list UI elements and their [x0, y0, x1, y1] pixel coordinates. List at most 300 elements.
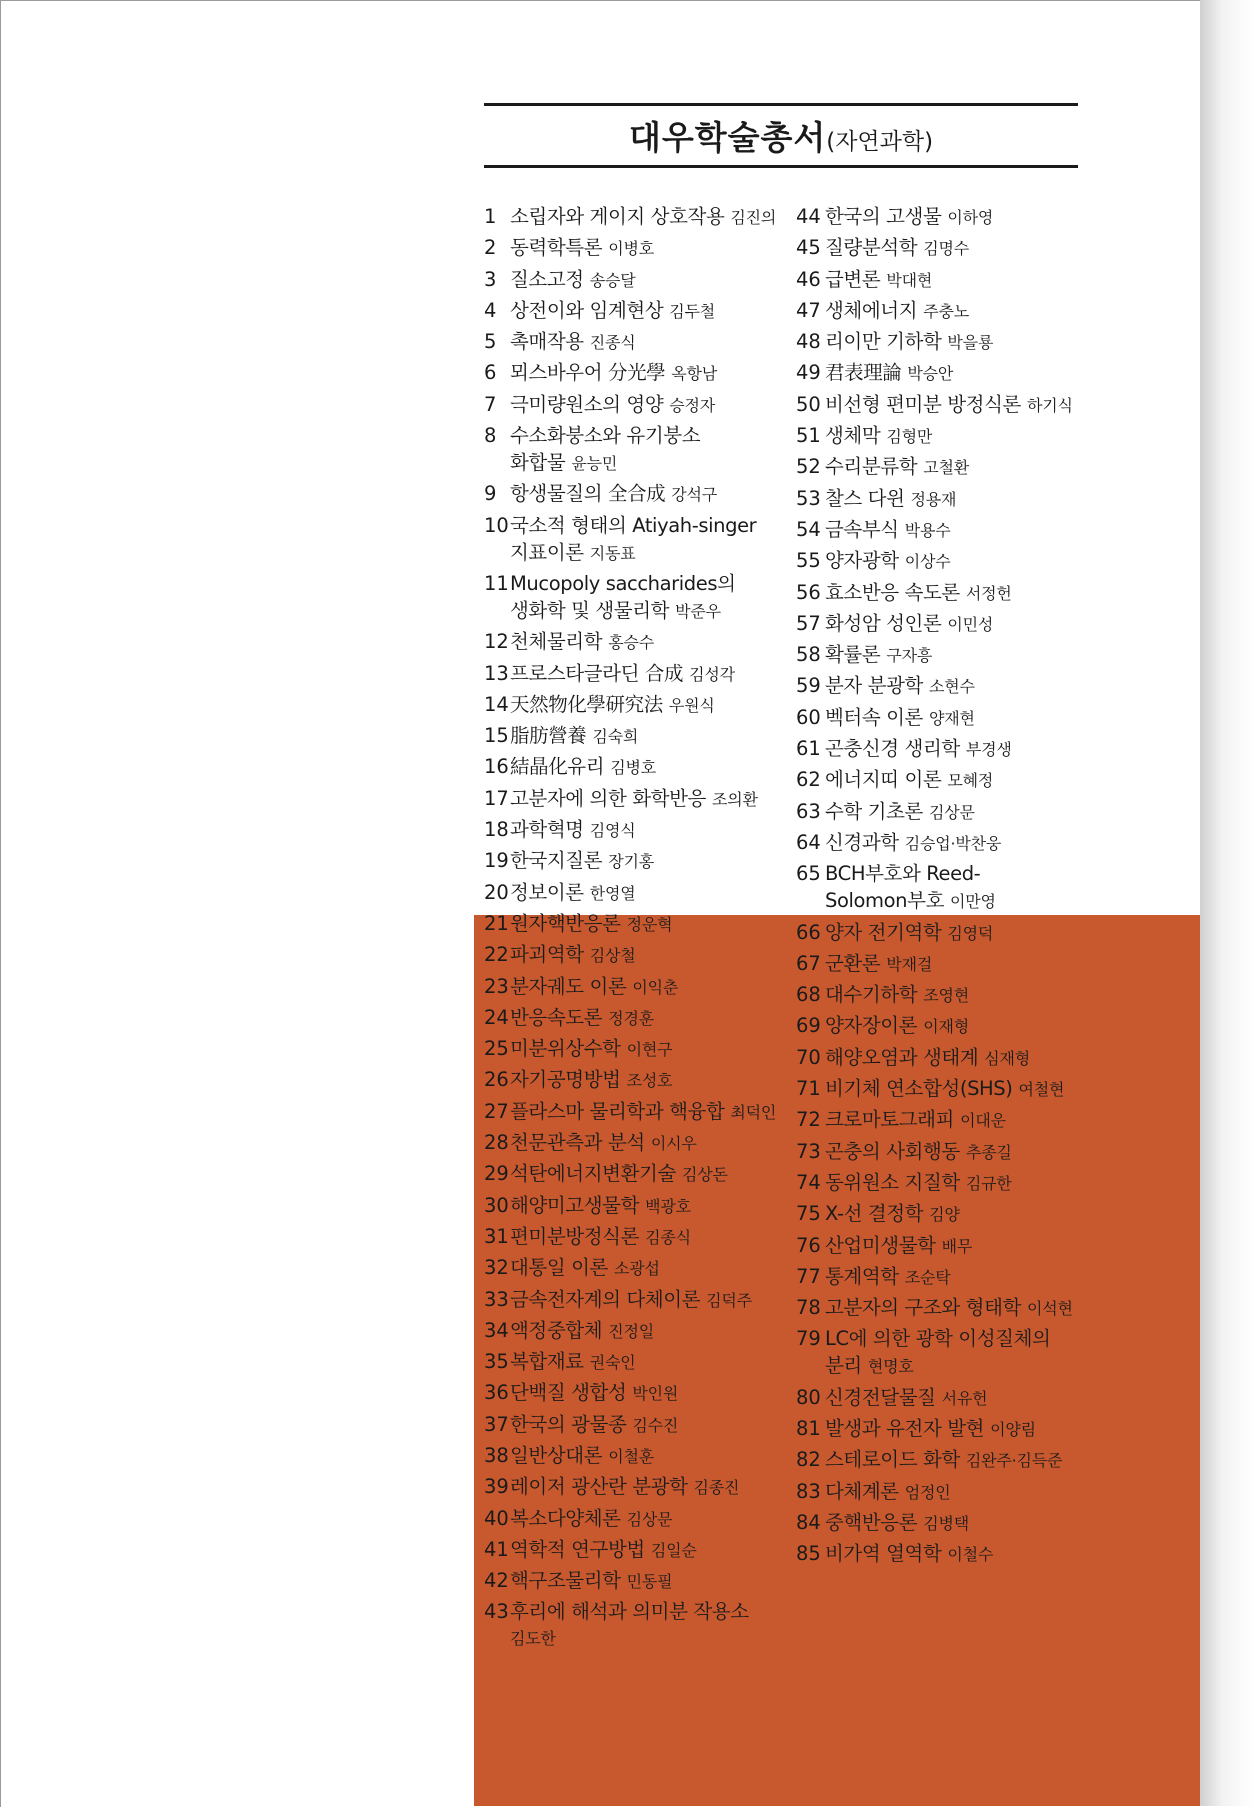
book-author: 현명호 [867, 1357, 914, 1377]
book-title [825, 1415, 1086, 1443]
book-entry [796, 766, 1086, 794]
book-number: 72 [796, 1108, 821, 1132]
book-author: 심재형 [984, 1048, 1031, 1068]
book-entry [796, 1232, 1086, 1260]
book-number: 36 [484, 1381, 509, 1405]
book-title-text: 파괴역학 [510, 943, 584, 967]
book-title [510, 1254, 784, 1282]
book-entry [796, 579, 1086, 607]
book-entry [484, 722, 784, 750]
book-author: 김일순 [650, 1540, 697, 1560]
book-title-text: 해양미고생물학 [510, 1193, 640, 1217]
series-title-sub: (자연과학) [826, 129, 934, 155]
book-number: 25 [484, 1037, 509, 1061]
book-entry [484, 1286, 784, 1314]
book-title-text: 結晶化유리 [510, 755, 605, 779]
book-author: 이민성 [947, 614, 994, 634]
book-entry [484, 1317, 784, 1345]
book-title-text: 발생과 유전자 발현 [825, 1416, 985, 1440]
book-title [825, 1106, 1086, 1134]
book-title-text: 극미량원소의 영양 [510, 392, 664, 416]
book-entry [796, 328, 1086, 356]
book-title-text: 원자핵반응론 [510, 911, 621, 935]
book-title-text: 곤충의 사회행동 [825, 1139, 960, 1163]
book-entry [484, 847, 784, 875]
book-author: 정경훈 [608, 1008, 654, 1028]
book-title [510, 753, 784, 781]
book-entry [796, 422, 1086, 450]
book-title-text: 석탄에너지변환기술 [510, 1162, 676, 1186]
book-title-text: 핵구조물리학 [510, 1569, 621, 1593]
book-author: 부경생 [965, 740, 1012, 760]
book-entry [796, 266, 1086, 294]
book-title-text: 분자궤도 이론 [510, 974, 627, 998]
book-entry [484, 816, 784, 844]
book-author: 박대현 [886, 270, 933, 290]
book-title-text: 생체막 [825, 424, 881, 448]
book-author: 고철환 [923, 458, 969, 478]
book-author: 김양 [929, 1205, 960, 1225]
book-number: 37 [484, 1412, 509, 1436]
book-title-text: X-선 결정학 [825, 1202, 924, 1226]
book-author: 구자흥 [886, 646, 933, 666]
book-author: 김종진 [693, 1478, 740, 1498]
book-title-text: 수리분류학 [825, 455, 918, 479]
book-entry [796, 1263, 1086, 1291]
book-number: 57 [796, 611, 821, 635]
book-number: 5 [484, 330, 497, 354]
book-title [510, 1505, 784, 1533]
book-entry [484, 628, 784, 656]
book-number: 30 [484, 1193, 509, 1217]
book-author: 조순탁 [904, 1267, 951, 1287]
book-title [825, 359, 1086, 387]
book-title-line: LC에 의한 광학 이성질체의 [825, 1327, 1051, 1351]
book-author: 백광호 [645, 1196, 691, 1216]
book-title [825, 328, 1086, 356]
book-title [510, 910, 784, 938]
book-title [825, 485, 1086, 513]
book-title [825, 516, 1086, 544]
book-title [510, 422, 784, 477]
book-title-text: 반응속도론 [510, 1005, 603, 1029]
book-number: 63 [796, 799, 821, 823]
book-number: 4 [484, 298, 497, 322]
book-author: 조의환 [711, 789, 758, 809]
book-title-text: 天然物化學研究法 [510, 692, 663, 716]
book-author: 정용재 [910, 489, 957, 509]
book-title-text: 양자장이론 [825, 1014, 918, 1038]
book-title [510, 1066, 784, 1094]
book-number: 83 [796, 1479, 821, 1503]
book-title-text: 곤충신경 생리학 [825, 737, 960, 761]
book-author: 김승업·박찬웅 [904, 833, 1002, 853]
book-entry [796, 359, 1086, 387]
book-title [510, 1286, 784, 1314]
book-author: 박을룡 [947, 333, 994, 353]
book-title [510, 359, 784, 387]
book-entry [484, 660, 784, 688]
book-number: 42 [484, 1569, 509, 1593]
book-title [510, 1442, 784, 1470]
book-author: 김진의 [730, 208, 777, 227]
book-title-text: 과학혁명 [510, 818, 584, 842]
book-number: 9 [484, 482, 497, 506]
book-number: 34 [484, 1318, 509, 1342]
book-author: 이철수 [947, 1545, 994, 1565]
book-number: 77 [796, 1264, 821, 1288]
book-number: 17 [484, 786, 509, 810]
book-title [510, 1473, 784, 1501]
book-number: 49 [796, 361, 821, 385]
book-author: 소광섭 [613, 1259, 660, 1279]
book-title [510, 1598, 784, 1652]
book-number: 28 [484, 1131, 509, 1155]
book-number: 29 [484, 1162, 509, 1186]
book-entry [484, 359, 784, 387]
book-number: 53 [796, 486, 821, 510]
book-entry [796, 1169, 1086, 1197]
book-number: 74 [796, 1170, 821, 1194]
book-entry [796, 391, 1086, 419]
book-title [510, 328, 784, 356]
book-number: 39 [484, 1475, 509, 1499]
book-title [825, 1446, 1086, 1474]
book-entry [796, 950, 1086, 978]
book-title [825, 1075, 1086, 1103]
book-title-line: 국소적 형태의 Atiyah-singer [510, 513, 757, 537]
book-entry [796, 610, 1086, 638]
book-entry [484, 1066, 784, 1094]
book-number: 69 [796, 1014, 821, 1038]
book-entry [796, 516, 1086, 544]
book-entry [796, 1138, 1086, 1166]
book-number: 85 [796, 1542, 821, 1566]
book-number: 21 [484, 911, 509, 935]
book-list-right-column [796, 203, 1086, 1571]
book-entry [484, 1254, 784, 1282]
book-author: 최덕인 [730, 1102, 777, 1122]
book-title [825, 704, 1086, 732]
book-entry [484, 266, 784, 294]
book-author: 박준우 [675, 601, 721, 621]
book-title-text: 통계역학 [825, 1264, 899, 1288]
book-entry [796, 798, 1086, 826]
book-author: 여철현 [1018, 1080, 1065, 1100]
book-entry [484, 1505, 784, 1533]
book-title-text: 레이저 광산란 분광학 [510, 1475, 688, 1499]
book-title-text: 중핵반응론 [825, 1510, 918, 1534]
book-number: 76 [796, 1233, 821, 1257]
book-title-text: 플라스마 물리학과 핵융합 [510, 1099, 725, 1123]
book-entry [484, 785, 784, 813]
book-title [510, 847, 784, 875]
book-number: 35 [484, 1350, 509, 1374]
book-title-text: 정보이론 [510, 880, 584, 904]
book-author: 조영현 [923, 986, 969, 1006]
book-title [825, 1478, 1086, 1506]
book-author: 엄정인 [904, 1482, 951, 1502]
book-number: 7 [484, 392, 497, 416]
series-title [484, 112, 1078, 159]
book-author: 김상돈 [681, 1165, 728, 1185]
book-number: 79 [796, 1327, 821, 1351]
book-number: 56 [796, 580, 821, 604]
book-number: 22 [484, 943, 509, 967]
book-number: 67 [796, 951, 821, 975]
book-entry [484, 1129, 784, 1157]
book-title [510, 480, 784, 508]
book-entry [484, 973, 784, 1001]
book-title [510, 879, 784, 907]
book-entry [484, 480, 784, 508]
book-number: 48 [796, 330, 821, 354]
book-title-text: 질량분석학 [825, 236, 918, 260]
book-title [510, 512, 784, 567]
book-title [825, 1012, 1086, 1040]
book-number: 73 [796, 1139, 821, 1163]
book-title-line: 분리 [825, 1354, 862, 1378]
book-entry [484, 941, 784, 969]
book-number: 52 [796, 455, 821, 479]
book-author: 이철훈 [608, 1446, 654, 1466]
book-title [510, 628, 784, 656]
book-title [510, 660, 784, 688]
book-title [825, 1263, 1086, 1291]
book-title [510, 1098, 784, 1126]
book-number: 55 [796, 549, 821, 573]
book-title-text: 동력학특론 [510, 236, 603, 260]
book-author: 김도한 [510, 1629, 556, 1649]
book-author: 윤능민 [571, 454, 618, 474]
book-author: 김상문 [928, 802, 975, 822]
book-number: 8 [484, 424, 497, 448]
book-title-text: 벡터속 이론 [825, 705, 923, 729]
book-title [510, 1004, 784, 1032]
book-title [510, 203, 784, 231]
book-author: 김명수 [923, 239, 969, 259]
book-entry [484, 1536, 784, 1564]
book-entry [796, 735, 1086, 763]
book-title-line: 지표이론 [510, 540, 584, 564]
book-author: 이하영 [947, 208, 994, 227]
book-title [825, 1325, 1086, 1380]
book-number: 6 [484, 361, 497, 385]
book-title-text: 신경전달물질 [825, 1385, 936, 1409]
book-author: 이익춘 [632, 977, 679, 997]
book-title-text: 脂肪營養 [510, 724, 587, 748]
book-title-text: 해양오염과 생태계 [825, 1045, 979, 1069]
book-title [510, 570, 784, 625]
book-title-text: 수학 기초론 [825, 799, 923, 823]
book-entry [484, 422, 784, 477]
series-title-main: 대우학술총서 [628, 118, 827, 157]
book-entry [796, 547, 1086, 575]
book-title-text: 복합재료 [510, 1350, 584, 1374]
book-entry [484, 297, 784, 325]
book-author: 민동필 [626, 1572, 673, 1592]
book-entry [484, 1098, 784, 1126]
book-title [510, 1536, 784, 1564]
book-title [510, 816, 784, 844]
book-number: 16 [484, 755, 509, 779]
header-rule-bottom [484, 165, 1078, 168]
book-title-text: 대수기하학 [825, 983, 918, 1007]
book-title-text: 액정중합체 [510, 1318, 603, 1342]
book-title [510, 1160, 784, 1188]
book-author: 이시우 [650, 1134, 697, 1154]
book-number: 51 [796, 424, 821, 448]
book-author: 권숙인 [589, 1353, 636, 1373]
book-title [510, 1129, 784, 1157]
book-title-text: 분자 분광학 [825, 674, 923, 698]
book-entry [484, 512, 784, 567]
book-title-text: 동위원소 지질학 [825, 1170, 960, 1194]
book-number: 19 [484, 849, 509, 873]
book-number: 70 [796, 1045, 821, 1069]
book-entry [796, 1106, 1086, 1134]
book-title [510, 1411, 784, 1439]
book-number: 43 [484, 1600, 509, 1624]
book-author: 지동표 [589, 543, 636, 563]
book-title-text: 뫼스바우어 分光學 [510, 361, 666, 385]
book-author: 모혜정 [947, 771, 994, 791]
book-title-text: 대통일 이론 [510, 1256, 608, 1280]
book-title-text: 촉매작용 [510, 330, 584, 354]
book-title [825, 766, 1086, 794]
book-number: 68 [796, 983, 821, 1007]
book-author: 박용수 [904, 520, 951, 540]
book-number: 66 [796, 920, 821, 944]
book-number: 26 [484, 1068, 509, 1092]
book-author: 이재형 [923, 1017, 969, 1037]
book-title [510, 391, 784, 419]
book-title [510, 941, 784, 969]
book-title-text: 일반상대론 [510, 1443, 603, 1467]
book-entry [796, 1044, 1086, 1072]
book-title-text: 다체계론 [825, 1479, 899, 1503]
book-number: 23 [484, 974, 509, 998]
book-number: 71 [796, 1077, 821, 1101]
book-entry [796, 829, 1086, 857]
page-edge-shadow [1200, 0, 1254, 1806]
book-title-line: Mucopoly saccharides의 [510, 571, 736, 595]
book-title [825, 234, 1086, 262]
book-title [825, 453, 1086, 481]
book-entry [484, 1348, 784, 1376]
book-title [825, 735, 1086, 763]
book-author: 승정자 [669, 395, 716, 415]
book-title [825, 579, 1086, 607]
book-title [825, 1169, 1086, 1197]
book-number: 10 [484, 513, 509, 537]
book-title-text: 고분자에 의한 화학반응 [510, 786, 706, 810]
book-title-text: 상전이와 임계현상 [510, 298, 664, 322]
book-title-text: 리이만 기하학 [825, 330, 942, 354]
book-author: 강석구 [671, 485, 718, 505]
book-number: 45 [796, 236, 821, 260]
book-title [510, 1192, 784, 1220]
book-title-text: 한국지질론 [510, 849, 603, 873]
book-title-text: 스테로이드 화학 [825, 1448, 960, 1472]
book-title [825, 1509, 1086, 1537]
book-title-line: 화합물 [510, 451, 566, 475]
book-number: 40 [484, 1506, 509, 1530]
book-author: 추종길 [965, 1142, 1012, 1162]
book-title [825, 1232, 1086, 1260]
book-title-text: 한국의 광물종 [510, 1412, 627, 1436]
book-entry [796, 919, 1086, 947]
book-title [825, 1540, 1086, 1568]
book-title-text: 프로스타글라딘 合成 [510, 661, 684, 685]
book-number: 46 [796, 267, 821, 291]
book-title-line: 생화학 및 생물리학 [510, 598, 670, 622]
book-title [510, 973, 784, 1001]
book-title [510, 266, 784, 294]
book-author: 박인원 [632, 1384, 679, 1404]
book-entry [484, 391, 784, 419]
book-number: 33 [484, 1287, 509, 1311]
book-entry [796, 1012, 1086, 1040]
book-number: 15 [484, 724, 509, 748]
book-author: 이석현 [1026, 1299, 1073, 1319]
book-author: 이만영 [950, 892, 996, 912]
book-author: 김병호 [610, 758, 656, 778]
book-title-text: 신경과학 [825, 830, 899, 854]
book-title-text: 단백질 생합성 [510, 1381, 627, 1405]
book-author: 김두철 [669, 301, 716, 321]
book-title-text: 비선형 편미분 방정식론 [825, 392, 1021, 416]
book-number: 58 [796, 643, 821, 667]
book-title-text: 화성암 성인론 [825, 611, 942, 635]
book-title [510, 1223, 784, 1251]
book-entry [484, 1223, 784, 1251]
book-author: 조성호 [626, 1071, 673, 1091]
book-entry [484, 203, 784, 231]
book-number: 59 [796, 674, 821, 698]
book-entry [484, 753, 784, 781]
book-author: 진종식 [589, 333, 636, 353]
book-title [825, 829, 1086, 857]
book-author: 송승달 [589, 270, 636, 290]
book-entry [796, 1200, 1086, 1228]
book-entry [796, 1325, 1086, 1380]
book-entry [796, 453, 1086, 481]
book-entry [484, 1035, 784, 1063]
book-title [825, 547, 1086, 575]
book-title-text: 항생물질의 全合成 [510, 482, 666, 506]
book-number: 82 [796, 1448, 821, 1472]
book-title [825, 950, 1086, 978]
book-entry [484, 1473, 784, 1501]
book-entry [484, 1598, 784, 1652]
book-title-text: 생체에너지 [825, 298, 918, 322]
book-author: 이현구 [626, 1040, 673, 1060]
book-title-text: 君表理論 [825, 361, 902, 385]
book-number: 84 [796, 1510, 821, 1534]
book-entry [484, 328, 784, 356]
book-number: 2 [484, 236, 497, 260]
book-number: 11 [484, 571, 509, 595]
book-title-text: 효소반응 속도론 [825, 580, 960, 604]
book-entry [484, 1160, 784, 1188]
book-author: 김상문 [626, 1509, 673, 1529]
book-author: 김영덕 [947, 923, 994, 943]
book-number: 24 [484, 1005, 509, 1029]
book-number: 80 [796, 1385, 821, 1409]
book-title [825, 798, 1086, 826]
book-number: 47 [796, 298, 821, 322]
